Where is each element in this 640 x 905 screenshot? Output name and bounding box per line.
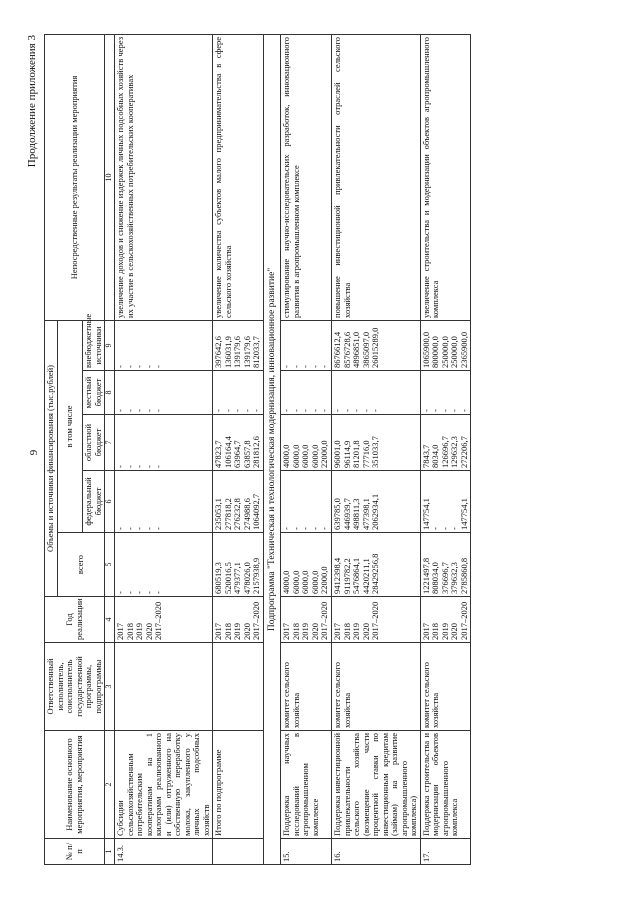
financing-table [44, 34, 471, 865]
row-name: Субсидии сельскохозяйственным потребительским кооперативам на 1 килограмм реализованного и (или) отгруженного на собственную переработку молока, закупленного у личных подсобных хозяйств [115, 731, 213, 839]
cell-value: - [143, 365, 154, 368]
cell-value: 6000,0 [309, 570, 320, 594]
cell-value: - [290, 365, 301, 368]
col-number: 6 [105, 471, 115, 533]
cell-value: - [124, 591, 135, 594]
row-result: увеличение строительства и модернизации объектов агропромышленного комплекса [420, 34, 471, 320]
row-executor: комитет сельского хозяйства [420, 643, 471, 731]
cell-value: - [143, 465, 154, 468]
row-result: повышение инвестиционной привлекательности отраслей сельского хозяйства [331, 34, 420, 320]
header-year: Год реализации [45, 597, 105, 643]
col-number: 8 [105, 371, 115, 415]
cell-value: - [134, 591, 145, 594]
cell-value: 250000,0 [449, 336, 460, 368]
row-name: Поддержка строительства и модернизации объектов агропромышленного комплекса [420, 731, 471, 839]
cell-value: - [331, 409, 342, 412]
column-number-row [105, 34, 115, 864]
year-value: 2017–2020 [153, 601, 164, 640]
year-value: 2019 [300, 623, 311, 640]
cell-value: - [124, 465, 135, 468]
cell-value: 277818,2 [222, 498, 233, 530]
cell-value: 520016,5 [222, 562, 233, 594]
col-number: 4 [105, 597, 115, 643]
page-number: 9 [28, 449, 40, 456]
year-value: 2019 [134, 623, 145, 640]
cell-value: - [124, 527, 135, 530]
cell-value: - [281, 527, 292, 530]
subprogram-title: Подпрограмма "Техническая и технологическая модернизация, инновационное развитие" [263, 34, 281, 864]
cell-value: 9412398,4 [331, 557, 342, 594]
cell-value: - [319, 409, 330, 412]
cell-value: - [281, 365, 292, 368]
row-number: 15. [281, 839, 332, 865]
cell-value: 8034,0 [430, 444, 441, 468]
cell-value: 1221497,8 [420, 557, 431, 594]
cell-value: - [115, 591, 126, 594]
col-number: 2 [105, 731, 115, 839]
year-value: 2017–2020 [319, 601, 330, 640]
table-row [115, 34, 213, 864]
cell-value: - [430, 409, 441, 412]
cell-value: - [309, 527, 320, 530]
year-value: 2017–2020 [251, 601, 262, 640]
cell-value: 250000,0 [439, 336, 450, 368]
year-value: 2017 [213, 623, 224, 640]
cell-value: - [124, 365, 135, 368]
cell-value: 1064092,7 [251, 493, 262, 530]
row-federal [115, 471, 213, 533]
cell-value: - [341, 409, 352, 412]
row-number: 16. [331, 839, 420, 865]
cell-value: - [449, 409, 460, 412]
cell-value: 351033,7 [370, 436, 381, 468]
cell-value: 276232,8 [232, 498, 243, 530]
cell-value: 397642,6 [213, 336, 224, 368]
cell-value: 1065900,0 [420, 331, 431, 368]
cell-value: 812033,7 [251, 336, 262, 368]
cell-value: - [143, 409, 154, 412]
cell-value: - [300, 365, 311, 368]
cell-value: 800000,0 [430, 336, 441, 368]
row-local [115, 371, 213, 415]
year-value: 2018 [290, 623, 301, 640]
cell-value: 6000,0 [300, 570, 311, 594]
cell-value: - [134, 365, 145, 368]
cell-value: - [458, 409, 469, 412]
cell-value: 808034,0 [430, 562, 441, 594]
row-result: увеличение количества субъектов малого предпринимательства в сфере сельского хозяйства [213, 34, 264, 320]
cell-value: 639785,0 [331, 498, 342, 530]
row-result: увеличение доходов и снижение издержек личных подсобных хозяйств через их участие в сельскохозяйственных потребительских кооперативах [115, 34, 213, 320]
year-value: 2017 [115, 623, 126, 640]
row-regional [115, 415, 213, 471]
year-value: 2017 [420, 623, 431, 640]
cell-value: 2157938,9 [251, 557, 262, 594]
cell-value: - [143, 591, 154, 594]
cell-value: 4420211,1 [360, 558, 371, 594]
cell-value: - [115, 465, 126, 468]
row-total [420, 533, 471, 597]
year-value: 2018 [341, 623, 352, 640]
header-executor: Ответственный исполнитель, соисполнитель государственной программы, подпрограммы [45, 643, 105, 731]
row-total [331, 533, 420, 597]
row-local [420, 371, 471, 415]
cell-value: - [153, 365, 164, 368]
row-years [331, 597, 420, 643]
col-number: 1 [105, 839, 115, 865]
cell-value: - [134, 527, 145, 530]
row-regional [213, 415, 264, 471]
cell-value: 281812,6 [251, 436, 262, 468]
year-value: 2017–2020 [370, 601, 381, 640]
row-federal [420, 471, 471, 533]
cell-value: 272206,7 [458, 436, 469, 468]
col-number: 7 [105, 415, 115, 471]
cell-value: 2365900,0 [458, 331, 469, 368]
col-number: 5 [105, 533, 115, 597]
row-total [281, 533, 332, 597]
cell-value: - [241, 409, 252, 412]
row-federal [281, 471, 332, 533]
row-name: Поддержка научных исследований в агропромышленном комплексе [281, 731, 332, 839]
cell-value: 139179,6 [241, 336, 252, 368]
cell-value: 498811,3 [351, 498, 362, 530]
row-extrabudget [420, 320, 471, 370]
row-local [281, 371, 332, 415]
cell-value: - [430, 527, 441, 530]
year-value: 2018 [124, 623, 135, 640]
row-years [281, 597, 332, 643]
cell-value: 28429256,8 [370, 553, 381, 594]
year-value: 2018 [430, 623, 441, 640]
subprogram-row [263, 34, 281, 864]
cell-value: 96001,0 [331, 440, 342, 468]
col-number: 10 [105, 34, 115, 320]
cell-value: 7843,7 [420, 444, 431, 468]
cell-value: - [420, 409, 431, 412]
cell-value: - [300, 409, 311, 412]
row-local [331, 371, 420, 415]
year-value: 2019 [439, 623, 450, 640]
cell-value: - [124, 409, 135, 412]
cell-value: 4000,0 [281, 444, 292, 468]
cell-value: 4000,0 [281, 570, 292, 594]
cell-value: - [309, 409, 320, 412]
cell-value: 47823,7 [213, 440, 224, 468]
row-years [213, 597, 264, 643]
table-row [331, 34, 420, 864]
cell-value: 6000,0 [300, 444, 311, 468]
row-number: 17. [420, 839, 471, 865]
year-value: 2017–2020 [458, 601, 469, 640]
header-federal: федеральный бюджет [83, 471, 105, 533]
cell-value: - [290, 527, 301, 530]
header-results: Непосредственные результаты реализации мероприятия [45, 34, 105, 320]
cell-value: 26015289,0 [370, 327, 381, 368]
cell-value: - [319, 365, 330, 368]
row-extrabudget [331, 320, 420, 370]
row-executor [115, 643, 213, 731]
row-extrabudget [213, 320, 264, 370]
cell-value: - [351, 409, 362, 412]
cell-value: 6000,0 [309, 444, 320, 468]
header-regional: областной бюджет [83, 415, 105, 471]
cell-value: - [115, 365, 126, 368]
cell-value: - [290, 409, 301, 412]
cell-value: - [319, 527, 330, 530]
row-result: стимулирование научно-исследовательских разработок, инновационного развития в агропромышленном комплексе [281, 34, 332, 320]
cell-value: 81201,8 [351, 440, 362, 468]
row-regional [331, 415, 420, 471]
cell-value: 478026,0 [241, 562, 252, 594]
cell-value: - [134, 409, 145, 412]
row-name: Поддержка инвестиционной привлекательности сельского хозяйства (возмещение части процентной ставки по инвестиционным кредитам (займам) на развитие агропромышленного комплекса) [331, 731, 420, 839]
year-value: 2020 [241, 623, 252, 640]
cell-value: - [439, 527, 450, 530]
cell-value: - [115, 409, 126, 412]
year-value: 2020 [309, 623, 320, 640]
cell-value: 96114,9 [341, 440, 352, 468]
row-regional [420, 415, 471, 471]
header-name: Наименование основного мероприятия, мероприятия [45, 731, 105, 839]
year-value: 2019 [351, 623, 362, 640]
row-federal [331, 471, 420, 533]
cell-value: 6000,0 [290, 444, 301, 468]
cell-value: 126696,7 [439, 436, 450, 468]
row-federal [213, 471, 264, 533]
cell-value: 680519,3 [213, 562, 224, 594]
cell-value: - [153, 465, 164, 468]
year-value: 2018 [222, 623, 233, 640]
cell-value: - [309, 365, 320, 368]
cell-value: 479377,1 [232, 562, 243, 594]
cell-value: 4896851,0 [351, 331, 362, 368]
year-value: 2020 [143, 623, 154, 640]
row-name: Итого по подпрограмме [213, 731, 264, 839]
cell-value: 3865097,0 [360, 331, 371, 368]
cell-value: - [153, 591, 164, 594]
cell-value: - [153, 527, 164, 530]
cell-value: 376696,7 [439, 562, 450, 594]
header-financing: Объемы и источники финансирования (тыс.рублей) [45, 320, 58, 596]
cell-value: 8576728,6 [341, 331, 352, 368]
cell-value: 2785860,8 [458, 557, 469, 594]
cell-value: 63857,8 [241, 440, 252, 468]
row-extrabudget [281, 320, 332, 370]
continuation-label: Продолжение приложения 3 [26, 35, 38, 168]
cell-value: - [213, 409, 224, 412]
table-row [420, 34, 471, 864]
cell-value: 63964,7 [232, 440, 243, 468]
row-years [420, 597, 471, 643]
header-total: всего [57, 533, 105, 597]
cell-value: 379632,3 [449, 562, 460, 594]
row-number [213, 839, 264, 865]
cell-value: 139179,6 [232, 336, 243, 368]
col-number: 9 [105, 320, 115, 370]
year-value: 2017 [281, 623, 292, 640]
cell-value: 136031,9 [222, 336, 233, 368]
cell-value: 235053,1 [213, 498, 224, 530]
cell-value: - [143, 527, 154, 530]
cell-value: 9119782,2 [341, 558, 352, 594]
row-total [213, 533, 264, 597]
header-extrabudget: внебюджетные источники [83, 320, 105, 370]
cell-value: 147754,1 [420, 498, 431, 530]
cell-value: 5476864,1 [351, 557, 362, 594]
cell-value: 8676612,4 [331, 331, 342, 368]
year-value: 2020 [449, 623, 460, 640]
cell-value: 274988,6 [241, 498, 252, 530]
header-num: № п/п [45, 839, 105, 865]
year-value: 2017 [331, 623, 342, 640]
header-including: в том числе [57, 320, 83, 532]
year-value: 2020 [360, 623, 371, 640]
cell-value: 22000,0 [319, 440, 330, 468]
cell-value: - [360, 409, 371, 412]
table-row [281, 34, 332, 864]
cell-value: - [449, 527, 460, 530]
row-executor [213, 643, 264, 731]
cell-value: - [222, 409, 233, 412]
row-executor: комитет сельского хозяйства [281, 643, 332, 731]
row-executor: комитет сельского хозяйства [331, 643, 420, 731]
row-extrabudget [115, 320, 213, 370]
row-years [115, 597, 213, 643]
cell-value: 6000,0 [290, 570, 301, 594]
cell-value: - [251, 409, 262, 412]
cell-value: 446939,7 [341, 498, 352, 530]
cell-value: 22000,0 [319, 566, 330, 594]
cell-value: 77716,0 [360, 440, 371, 468]
cell-value: - [134, 465, 145, 468]
cell-value: - [153, 409, 164, 412]
cell-value: 106164,4 [222, 436, 233, 468]
row-total [115, 533, 213, 597]
row-regional [281, 415, 332, 471]
table-row [213, 34, 264, 864]
cell-value: 147754,1 [458, 498, 469, 530]
cell-value: 129632,3 [449, 436, 460, 468]
cell-value: - [232, 409, 243, 412]
cell-value: - [370, 409, 381, 412]
row-local [213, 371, 264, 415]
cell-value: - [439, 409, 450, 412]
cell-value: - [281, 409, 292, 412]
year-value: 2019 [232, 623, 243, 640]
cell-value: 477398,1 [360, 498, 371, 530]
cell-value: - [300, 527, 311, 530]
cell-value: 2062934,1 [370, 493, 381, 530]
header-local: местный бюджет [83, 371, 105, 415]
row-number: 14.3. [115, 839, 213, 865]
cell-value: - [115, 527, 126, 530]
col-number: 3 [105, 643, 115, 731]
